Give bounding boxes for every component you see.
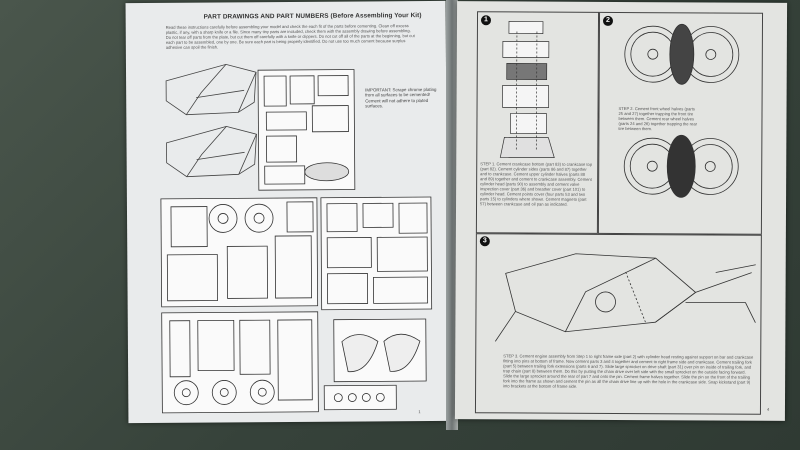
page-title: PART DRAWINGS AND PART NUMBERS (Before Assembling Your Kit)	[203, 12, 422, 21]
sprue-tree-tank	[334, 319, 426, 382]
right-page	[455, 1, 787, 421]
sprue-tree-top	[258, 70, 355, 191]
step2-text: STEP 2. Cement front wheel halves (parts 25 and 27) together trapping the front tire between them. Cement rear wheel halves (parts 24 and 26) together trapping the rear tire between them.	[618, 105, 697, 132]
step2-number: 2	[603, 16, 613, 26]
left-page	[126, 1, 449, 423]
engine-exploded-view	[500, 21, 555, 157]
sprue-tree-bottom	[162, 312, 319, 413]
page-number: 1	[418, 409, 421, 415]
sprue-tree-small-parts	[324, 385, 396, 410]
sprue-tree-engine	[321, 197, 432, 310]
step3-text: STEP 3. Cement engine assembly from Step 1 to right frame side (part 2) with cylinder head resting against support on bar and crankcase fitting into pins at bottom of frame. Now cement parts 3 and 4 together and cement to right frame side and crankcase. Cement trailing fork (part 5) between trailing fork extensions (parts 6 and 7). Slide large sprocket on drive shaft (part 31) over pin on inside of trailing fork, and trap chain (part 8) between them. Do this by putting the chain drive over left side with the small sprocket on the outside facing forward. Slide the large sprocket around the rear of part 7 and onto the pin. Cement frame halves together. Slide the pin on the front of the trailing fork into the frame as shown and cement the pin as all the chain drive line up with the hole in the crankcase side. Snap kickstand (part 9) into brackets at the bottom of frame side.	[503, 353, 754, 389]
wheel-rear	[624, 135, 738, 198]
frame-drawing-lower	[166, 126, 256, 177]
frame-drawing-upper	[166, 64, 256, 115]
page-number: 4	[766, 406, 770, 412]
sprue-tree-wheels	[161, 198, 318, 307]
step1-text: STEP 1. Cement crankcase bottom (part 83) to crankcase top (part 82). Cement cylinder sides (parts 86 and 87) together and to crankcase. Cement upper cylinder halves (parts 88 and 89) together and cement to crankcase assembly. Cement cylinder head (parts 90) to assembly and cement valve inspection cover (part 36) and breather cover (part 101) to cylinder head. Cement points cover (four parts 53 and two parts 15) to cylinders where shown. Cement magneto (part 57) between crankcase and oil pan as indicated.	[480, 161, 593, 207]
step1-number: 1	[481, 15, 491, 25]
important-note: IMPORTANT: Scrape chrome plating from all surfaces to be cemented! Cement will not adhere to plated surfaces.	[365, 86, 437, 109]
frame-assembly-drawing	[495, 253, 755, 342]
intro-paragraph: Read these instructions carefully before assembling your model and check the each fit of the parts before cementing. Clean off excess plastic, if any, with a sharp knife or a file. Since many tiny parts are included, check them with the assembly drawing before assembling. Do not tear off parts from the plate, but cut them off carefully with a knife or clippers. Do not cut off all of the parts at the beginning, but cut each part to be assembled, one by one. Be sure each part is being properly identified. Do not use too much cement because surplus adhesive can spoil the finish.	[165, 23, 415, 51]
step3-number: 3	[480, 236, 490, 246]
parts-drawings	[126, 1, 449, 423]
wheel-front	[625, 24, 739, 85]
